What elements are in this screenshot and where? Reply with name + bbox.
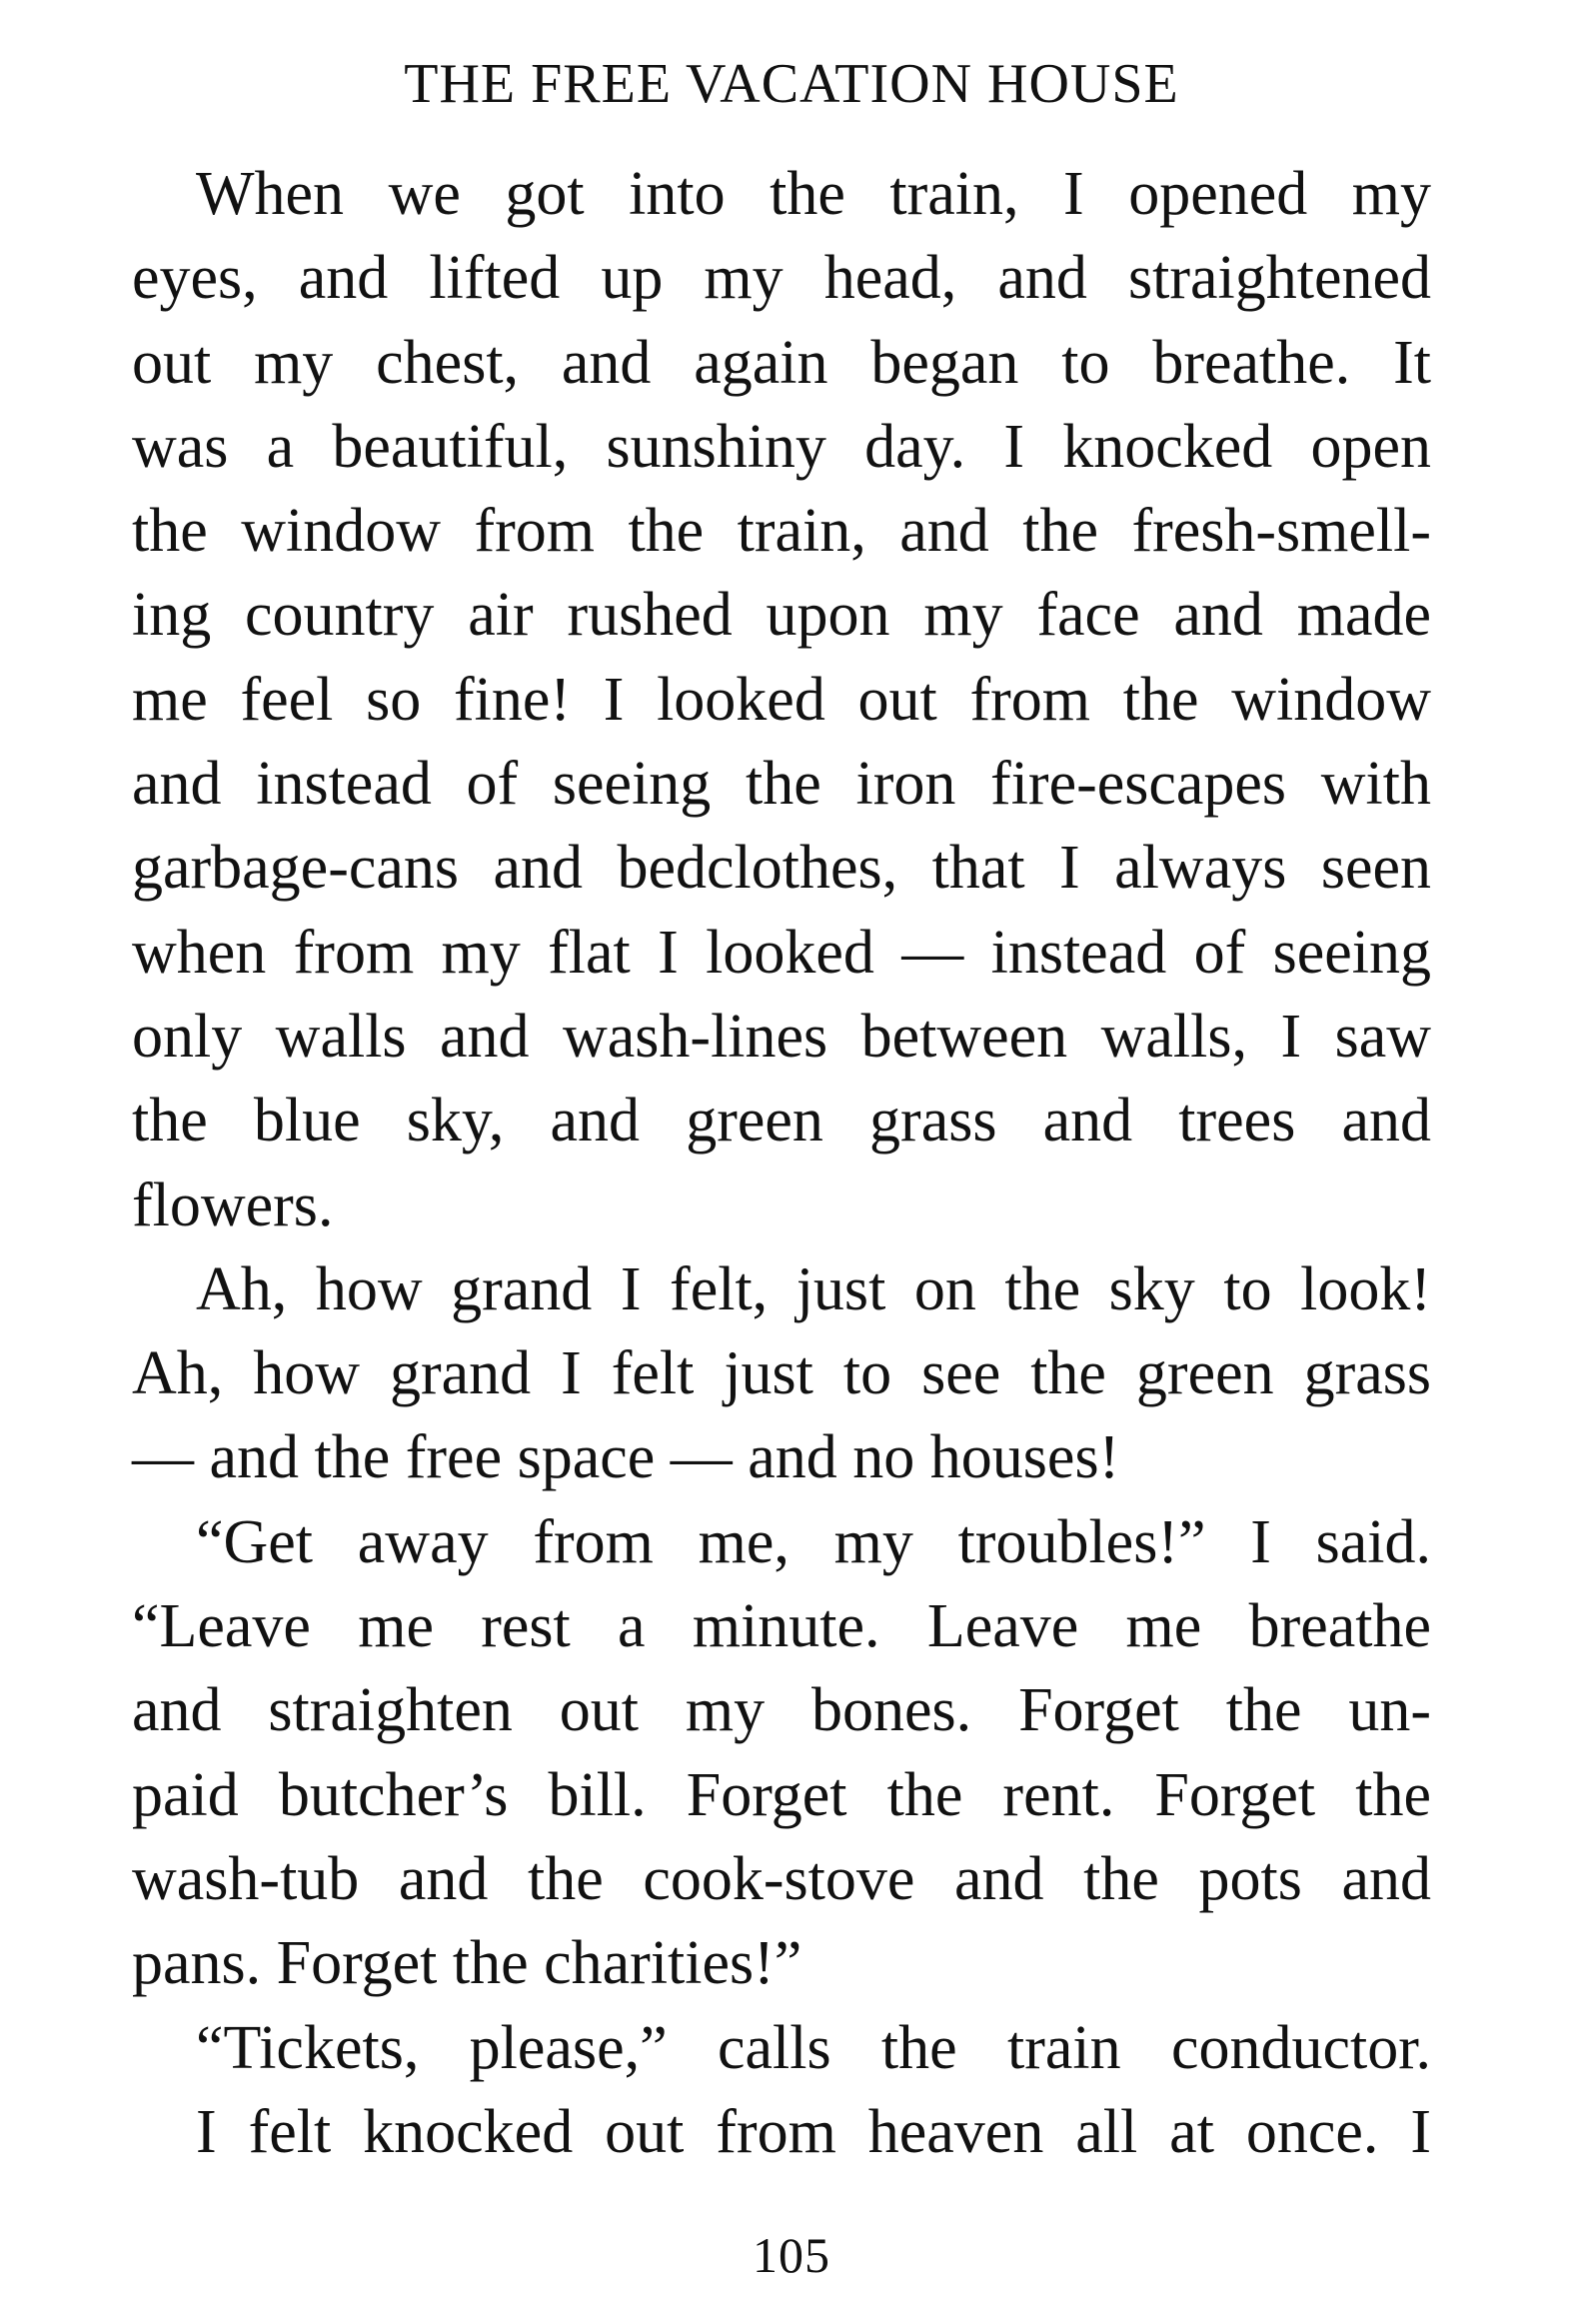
text-line: Ah, how grand I felt just to see the green grass [132, 1339, 1431, 1408]
text-line: only walls and wash-lines between walls, I saw [132, 1002, 1431, 1071]
text-line: and instead of seeing the iron fire-escapes with [132, 750, 1431, 819]
text-line: When we got into the train, I opened my [196, 160, 1431, 228]
text-line: was a beautiful, sunshiny day. I knocked open [132, 412, 1431, 481]
text-line: “Tickets, please,” calls the train conductor. [196, 2013, 1431, 2082]
text-line: out my chest, and again began to breathe. It [132, 328, 1431, 397]
text-line: pans. Forget the charities!” [132, 1929, 802, 1998]
text-line: and straighten out my bones. Forget the un- [132, 1676, 1431, 1745]
text-line: the window from the train, and the fresh-smell- [132, 497, 1431, 566]
text-line: wash-tub and the cook-stove and the pots and [132, 1844, 1431, 1913]
text-line: ing country air rushed upon my face and made [132, 581, 1431, 650]
text-line: paid butcher’s bill. Forget the rent. Forget the [132, 1760, 1431, 1829]
text-line: — and the free space — and no houses! [132, 1423, 1120, 1492]
text-line: eyes, and lifted up my head, and straightened [132, 244, 1431, 313]
text-line: garbage-cans and bedclothes, that I always seen [132, 834, 1431, 903]
text-line: the blue sky, and green grass and trees and [132, 1087, 1431, 1156]
text-line: flowers. [132, 1170, 334, 1239]
running-head-title: THE FREE VACATION HOUSE [404, 53, 1179, 115]
page-number: 105 [753, 2227, 830, 2283]
text-line: “Leave me rest a minute. Leave me breathe [132, 1592, 1431, 1661]
body-text [132, 152, 1431, 2174]
text-line: “Get away from me, my troubles!” I said. [196, 1507, 1431, 1576]
text-line: me feel so fine! I looked out from the window [132, 665, 1431, 734]
text-line: I felt knocked out from heaven all at once. I [196, 2097, 1431, 2166]
text-line: when from my flat I looked — instead of seeing [132, 918, 1431, 987]
text-line: Ah, how grand I felt, just on the sky to look! [196, 1254, 1431, 1323]
